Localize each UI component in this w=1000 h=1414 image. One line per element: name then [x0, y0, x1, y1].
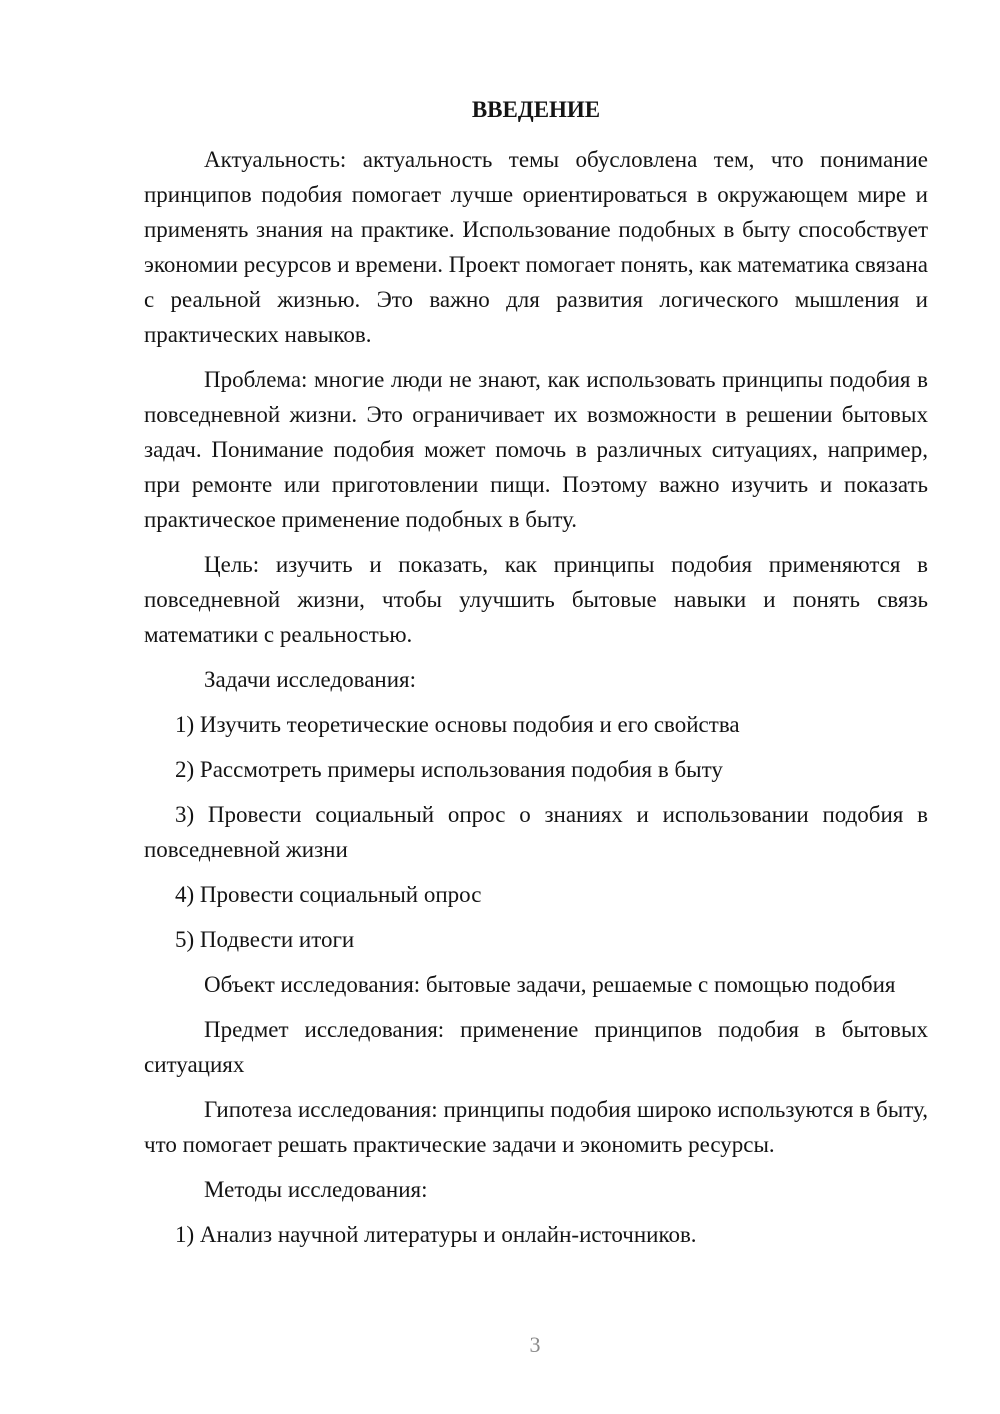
- tasks-heading: Задачи исследования:: [204, 667, 417, 692]
- paragraph-hypothesis: Гипотеза исследования: принципы подобия широко используются в быту, что помогает решать практические задачи и экономить ресурсы.: [144, 1097, 928, 1157]
- paragraph-relevance: Актуальность: актуальность темы обусловлена тем, что понимание принципов подобия помогает лучше ориентироваться в окружающем мире и применять знания на практике. Использование подобных в быту способствует экономии ресурсов и времени. Проект помогает понять, как математика связана с реальной жизнью. Это важно для развития логического мышления и практических навыков.: [144, 147, 928, 347]
- page-number: 3: [529, 1332, 541, 1357]
- methods-heading: Методы исследования:: [204, 1177, 428, 1202]
- task-item-5: 5) Подвести итоги: [175, 927, 355, 952]
- task-item-1: 1) Изучить теоретические основы подобия и его свойства: [175, 712, 740, 737]
- task-item-3: 3) Провести социальный опрос о знаниях и использовании подобия в повседневной жизни: [144, 802, 928, 862]
- task-item-4: 4) Провести социальный опрос: [175, 882, 482, 907]
- task-item-2: 2) Рассмотреть примеры использования подобия в быту: [175, 757, 723, 782]
- paragraph-problem: Проблема: многие люди не знают, как использовать принципы подобия в повседневной жизни. Это ограничивает их возможности в решении бытовых задач. Понимание подобия может помочь в различных ситуациях, например, при ремонте или приготовлении пищи. Поэтому важно изучить и показать практическое применение подобных в быту.: [144, 367, 928, 532]
- method-item-1: 1) Анализ научной литературы и онлайн-источников.: [175, 1222, 697, 1247]
- paragraph-goal: Цель: изучить и показать, как принципы подобия применяются в повседневной жизни, чтобы улучшить бытовые навыки и понять связь математики с реальностью.: [144, 552, 928, 647]
- body-text: [144, 142, 928, 1262]
- paragraph-object: Объект исследования: бытовые задачи, решаемые с помощью подобия: [204, 972, 896, 997]
- paragraph-subject: Предмет исследования: применение принципов подобия в бытовых ситуациях: [144, 1017, 928, 1077]
- page-title: ВВЕДЕНИЕ: [471, 97, 601, 122]
